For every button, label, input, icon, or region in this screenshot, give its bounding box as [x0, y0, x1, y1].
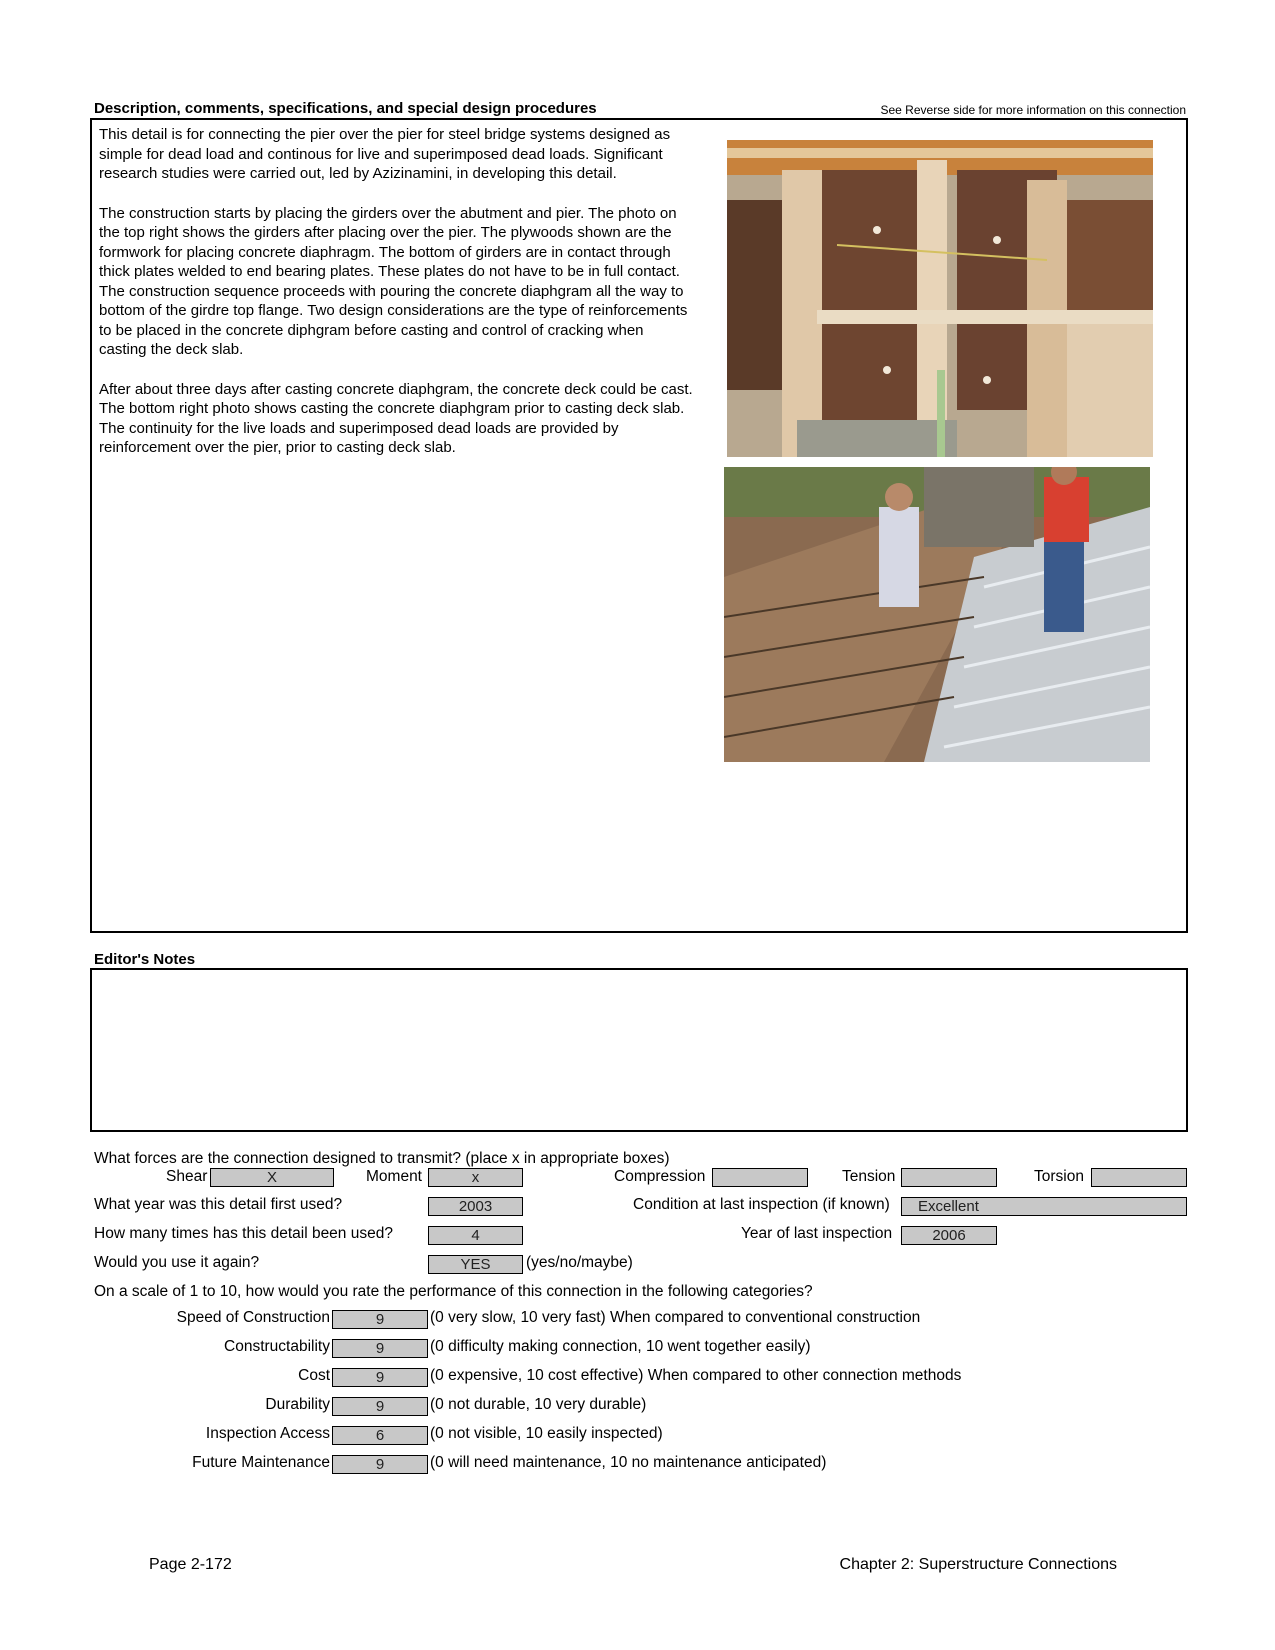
inspection-year-label: Year of last inspection [741, 1225, 893, 1242]
rating-label-constructability: Constructability [224, 1338, 330, 1355]
editors-notes-heading: Editor's Notes [94, 951, 196, 968]
torsion-field[interactable] [1091, 1168, 1187, 1187]
rating-label-inspection-access: Inspection Access [205, 1425, 330, 1442]
year-first-used-field[interactable]: 2003 [428, 1197, 523, 1216]
rating-field-future-maintenance[interactable]: 9 [332, 1455, 428, 1474]
girders-over-pier-photo [727, 140, 1153, 457]
description-box [90, 118, 1188, 933]
inspection-year-field[interactable]: 2006 [901, 1226, 997, 1245]
use-again-question: Would you use it again? [94, 1254, 260, 1271]
rating-field-durability[interactable]: 9 [332, 1397, 428, 1416]
forces-question: What forces are the connection designed to transmit? (place x in appropriate boxes) [94, 1150, 670, 1167]
description-paragraph-3: After about three days after casting concrete diaphgram, the concrete deck could be cast. The bottom right photo shows casting the concrete diaphgram prior to casting deck slab. The continuity for the live loads and superimposed dead loads are provided by reinforcement over the pier, prior to casting deck slab. [99, 380, 693, 456]
rating-field-constructability[interactable]: 9 [332, 1339, 428, 1358]
condition-field[interactable]: Excellent [901, 1197, 1187, 1216]
compression-field[interactable] [712, 1168, 808, 1187]
description-paragraph-1: This detail is for connecting the pier over the pier for steel bridge systems designed as simple for dead load and continous for live and superimposed dead loads. Significant research studies were carried out, led by Azizinamini, in developing this detail. [99, 126, 671, 182]
editors-notes-box[interactable] [90, 968, 1188, 1132]
times-used-field[interactable]: 4 [428, 1226, 523, 1245]
description-heading: Description, comments, specifications, and special design procedures [94, 100, 597, 117]
rating-field-cost[interactable]: 9 [332, 1368, 428, 1387]
description-text [99, 125, 694, 478]
ratings-question: On a scale of 1 to 10, how would you rate the performance of this connection in the following categories? [94, 1283, 813, 1300]
rating-hint-durability: (0 not durable, 10 very durable) [430, 1396, 647, 1413]
rating-hint-inspection-access: (0 not visible, 10 easily inspected) [430, 1425, 663, 1442]
rating-field-inspection-access[interactable]: 6 [332, 1426, 428, 1445]
rating-hint-speed: (0 very slow, 10 very fast) When compared to conventional construction [430, 1309, 921, 1326]
rating-hint-constructability: (0 difficulty making connection, 10 went together easily) [430, 1338, 811, 1355]
times-used-question: How many times has this detail been used? [94, 1225, 393, 1242]
rating-field-speed[interactable]: 9 [332, 1310, 428, 1329]
page-number: Page 2-172 [149, 1556, 232, 1573]
rating-hint-future-maintenance: (0 will need maintenance, 10 no maintenance anticipated) [430, 1454, 827, 1471]
tension-label: Tension [842, 1168, 896, 1185]
rating-hint-cost: (0 expensive, 10 cost effective) When compared to other connection methods [430, 1367, 962, 1384]
year-first-used-question: What year was this detail first used? [94, 1196, 343, 1213]
condition-label: Condition at last inspection (if known) [633, 1196, 890, 1213]
shear-field[interactable]: X [210, 1168, 334, 1187]
rating-label-cost: Cost [298, 1367, 330, 1384]
description-paragraph-2: The construction starts by placing the girders over the abutment and pier. The photo on the top right shows the girders after placing over the pier. The plywoods shown are the formwork for placing concrete diaphragm. The bottom of girders are in contact through thick plates welded to end bearing plates. These plates do not have to be in full contact. The construction sequence proceeds with pouring the concrete diaphgram all the way to bottom of the girdre top flange. Two design considerations are the type of reinforcements to be placed in the concrete diphgram before casting and control of cracking when casting the deck slab. [99, 204, 688, 358]
reverse-side-note: See Reverse side for more information on this connection [880, 103, 1186, 117]
rating-label-durability: Durability [265, 1396, 330, 1413]
torsion-label: Torsion [1034, 1168, 1084, 1185]
chapter-title: Chapter 2: Superstructure Connections [839, 1556, 1117, 1573]
use-again-hint: (yes/no/maybe) [526, 1254, 633, 1271]
moment-label: Moment [366, 1168, 422, 1185]
tension-field[interactable] [901, 1168, 997, 1187]
casting-diaphragm-photo [724, 467, 1150, 762]
rating-label-future-maintenance: Future Maintenance [192, 1454, 330, 1471]
rating-label-speed: Speed of Construction [176, 1309, 330, 1326]
shear-label: Shear [166, 1168, 208, 1185]
compression-label: Compression [614, 1168, 706, 1185]
use-again-field[interactable]: YES [428, 1255, 523, 1274]
moment-field[interactable]: x [428, 1168, 523, 1187]
